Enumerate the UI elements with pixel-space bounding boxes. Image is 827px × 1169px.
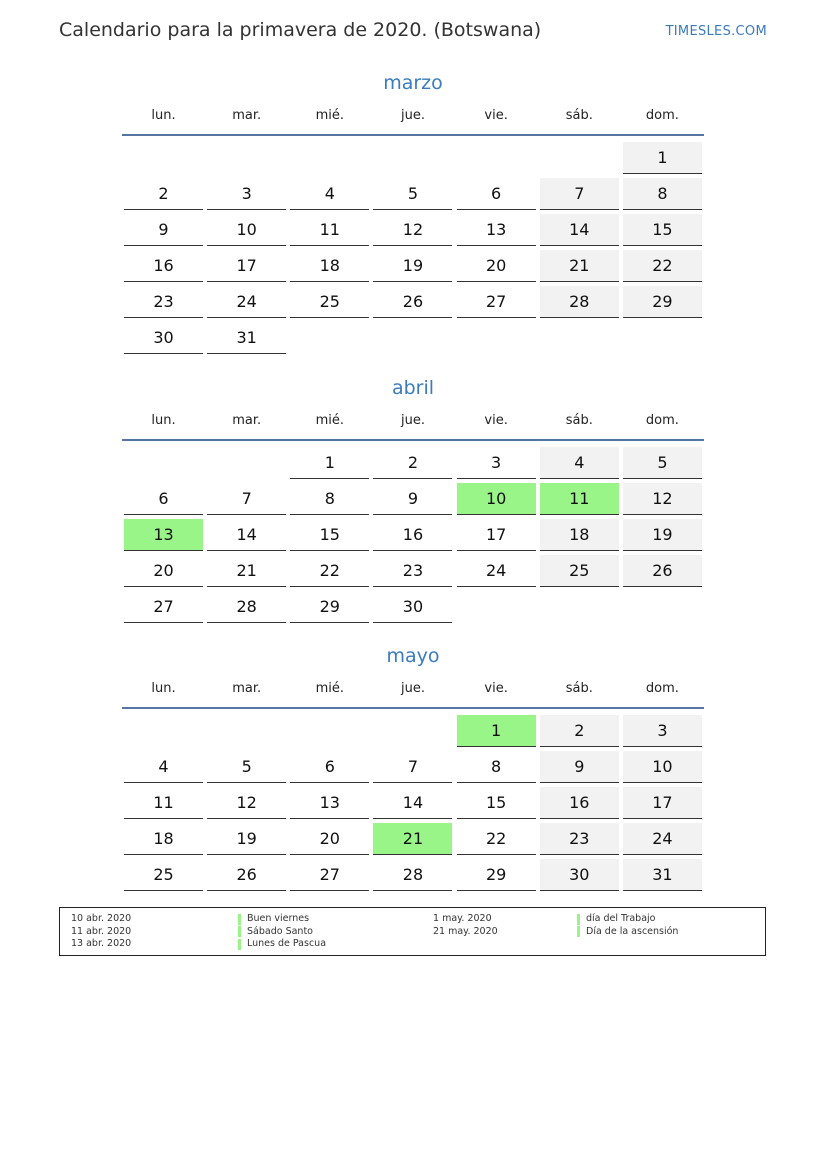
day-cell[interactable]: 28 (373, 859, 452, 891)
day-cell[interactable]: 30 (373, 591, 452, 623)
weekend-day-cell[interactable]: 15 (623, 214, 702, 246)
day-cell[interactable]: 16 (373, 519, 452, 551)
weekday-label: dom. (645, 413, 679, 428)
weekday-label: vie. (484, 108, 508, 123)
weekend-day-cell[interactable]: 17 (623, 787, 702, 819)
day-cell[interactable]: 5 (373, 178, 452, 210)
weekend-day-cell[interactable]: 29 (623, 286, 702, 318)
day-cell[interactable]: 13 (290, 787, 369, 819)
holiday-legend (59, 907, 766, 956)
site-brand-link[interactable]: TIMESLES.COM (665, 24, 767, 39)
day-cell[interactable]: 11 (290, 214, 369, 246)
holiday-day-cell[interactable]: 10 (457, 483, 536, 515)
holiday-color-marker (238, 914, 241, 925)
weekday-header (122, 106, 704, 136)
weekend-day-cell[interactable]: 7 (540, 178, 619, 210)
day-cell[interactable]: 18 (290, 250, 369, 282)
weekday-label: jue. (400, 681, 425, 696)
weekend-day-cell[interactable]: 21 (540, 250, 619, 282)
weekday-header (122, 679, 704, 709)
month-may (122, 643, 704, 895)
weekday-label: sáb. (565, 108, 593, 123)
weekend-day-cell[interactable]: 23 (540, 823, 619, 855)
day-cell[interactable]: 11 (124, 787, 203, 819)
weekday-label: vie. (484, 681, 508, 696)
week-row (122, 322, 704, 358)
legend-holiday (577, 926, 678, 939)
empty-day-cell (290, 322, 369, 353)
day-cell[interactable]: 12 (207, 787, 286, 819)
day-cell[interactable]: 3 (457, 447, 536, 479)
weekday-label: mar. (232, 413, 262, 428)
week-row (122, 519, 704, 555)
day-cell[interactable]: 6 (124, 483, 203, 515)
empty-day-cell (540, 142, 619, 173)
day-cell[interactable]: 10 (207, 214, 286, 246)
day-cell[interactable]: 20 (457, 250, 536, 282)
holiday-day-cell[interactable]: 21 (373, 823, 452, 855)
weekend-day-cell[interactable]: 30 (540, 859, 619, 891)
day-cell[interactable]: 5 (207, 751, 286, 783)
week-row (122, 859, 704, 895)
week-row (122, 555, 704, 591)
day-cell[interactable]: 4 (290, 178, 369, 210)
weekend-day-cell[interactable]: 14 (540, 214, 619, 246)
empty-day-cell (124, 142, 203, 173)
holiday-day-cell[interactable]: 11 (540, 483, 619, 515)
holiday-color-marker (577, 926, 580, 937)
weekend-day-cell[interactable]: 31 (623, 859, 702, 891)
week-grid (122, 142, 704, 358)
empty-day-cell (207, 142, 286, 173)
legend-holiday-name: Buen viernes (247, 913, 310, 924)
week-grid (122, 715, 704, 895)
weekday-label: sáb. (565, 413, 593, 428)
weekday-label: sáb. (565, 681, 593, 696)
day-cell[interactable]: 27 (457, 286, 536, 318)
day-cell[interactable]: 27 (124, 591, 203, 623)
day-cell[interactable]: 7 (373, 751, 452, 783)
day-cell[interactable]: 7 (207, 483, 286, 515)
day-cell[interactable]: 12 (373, 214, 452, 246)
legend-holiday (238, 926, 326, 939)
day-cell[interactable]: 13 (457, 214, 536, 246)
day-cell[interactable]: 2 (373, 447, 452, 479)
day-cell[interactable]: 15 (457, 787, 536, 819)
legend-dates-right (433, 913, 498, 938)
empty-day-cell (540, 591, 619, 622)
day-cell[interactable]: 26 (207, 859, 286, 891)
week-grid (122, 447, 704, 627)
legend-date: 13 abr. 2020 (71, 938, 132, 949)
day-cell[interactable]: 6 (290, 751, 369, 783)
legend-holiday (238, 913, 326, 926)
legend-date: 10 abr. 2020 (71, 913, 132, 924)
empty-day-cell (290, 715, 369, 746)
week-row (122, 214, 704, 250)
holiday-color-marker (577, 914, 580, 925)
empty-day-cell (623, 591, 702, 622)
page-title: Calendario para la primavera de 2020. (Botswana) (59, 19, 542, 41)
day-cell[interactable]: 25 (290, 286, 369, 318)
weekend-day-cell[interactable]: 19 (623, 519, 702, 551)
empty-day-cell (457, 142, 536, 173)
weekend-day-cell[interactable]: 28 (540, 286, 619, 318)
week-row (122, 250, 704, 286)
weekday-label: vie. (484, 413, 508, 428)
empty-day-cell (373, 715, 452, 746)
weekend-day-cell[interactable]: 16 (540, 787, 619, 819)
weekend-day-cell[interactable]: 4 (540, 447, 619, 479)
day-cell[interactable]: 22 (290, 555, 369, 587)
legend-holiday-name: Lunes de Pascua (247, 938, 327, 949)
day-cell[interactable]: 9 (373, 483, 452, 515)
day-cell[interactable]: 28 (207, 591, 286, 623)
day-cell[interactable]: 3 (207, 178, 286, 210)
weekday-label: lun. (151, 108, 176, 123)
weekday-header (122, 411, 704, 441)
weekday-label: lun. (151, 413, 176, 428)
day-cell[interactable]: 30 (124, 322, 203, 354)
weekend-day-cell[interactable]: 8 (623, 178, 702, 210)
week-row (122, 447, 704, 483)
empty-day-cell (207, 447, 286, 478)
holiday-color-marker (238, 939, 241, 950)
weekend-day-cell[interactable]: 10 (623, 751, 702, 783)
weekday-label: jue. (400, 108, 425, 123)
day-cell[interactable]: 14 (207, 519, 286, 551)
month-name: abril (391, 377, 435, 399)
day-cell[interactable]: 8 (290, 483, 369, 515)
weekend-day-cell[interactable]: 22 (623, 250, 702, 282)
weekend-day-cell[interactable]: 26 (623, 555, 702, 587)
empty-day-cell (124, 447, 203, 478)
day-cell[interactable]: 27 (290, 859, 369, 891)
weekday-label: mar. (232, 681, 262, 696)
week-row (122, 787, 704, 823)
weekend-day-cell[interactable]: 5 (623, 447, 702, 479)
day-cell[interactable]: 17 (207, 250, 286, 282)
weekend-day-cell[interactable]: 25 (540, 555, 619, 587)
weekend-day-cell[interactable]: 9 (540, 751, 619, 783)
holiday-day-cell[interactable]: 1 (457, 715, 536, 747)
weekday-label: dom. (645, 681, 679, 696)
holiday-color-marker (238, 926, 241, 937)
legend-date: 1 may. 2020 (433, 913, 492, 924)
day-cell[interactable]: 8 (457, 751, 536, 783)
weekend-day-cell[interactable]: 18 (540, 519, 619, 551)
day-cell[interactable]: 19 (207, 823, 286, 855)
legend-holiday (238, 938, 326, 951)
weekday-label: mié. (315, 681, 345, 696)
day-cell[interactable]: 18 (124, 823, 203, 855)
day-cell[interactable]: 16 (124, 250, 203, 282)
empty-day-cell (290, 142, 369, 173)
week-row (122, 751, 704, 787)
day-cell[interactable]: 20 (290, 823, 369, 855)
day-cell[interactable]: 26 (373, 286, 452, 318)
empty-day-cell (457, 322, 536, 353)
empty-day-cell (623, 322, 702, 353)
week-row (122, 142, 704, 178)
month-name: marzo (383, 72, 443, 94)
day-cell[interactable]: 24 (207, 286, 286, 318)
weekend-day-cell[interactable]: 24 (623, 823, 702, 855)
day-cell[interactable]: 1 (290, 447, 369, 479)
weekend-day-cell[interactable]: 12 (623, 483, 702, 515)
week-row (122, 591, 704, 627)
weekday-label: mié. (315, 413, 345, 428)
month-march (122, 70, 704, 358)
day-cell[interactable]: 21 (207, 555, 286, 587)
legend-date: 21 may. 2020 (433, 925, 498, 937)
legend-holiday-name: día del Trabajo (586, 913, 656, 924)
month-name: mayo (386, 645, 440, 667)
weekend-day-cell[interactable]: 1 (623, 142, 702, 174)
day-cell[interactable]: 31 (207, 322, 286, 354)
weekday-label: dom. (645, 108, 679, 123)
empty-day-cell (373, 142, 452, 173)
day-cell[interactable]: 19 (373, 250, 452, 282)
day-cell[interactable]: 15 (290, 519, 369, 551)
weekday-label: mié. (315, 108, 345, 123)
legend-holiday (577, 913, 678, 926)
day-cell[interactable]: 25 (124, 859, 203, 891)
week-row (122, 823, 704, 859)
week-row (122, 286, 704, 322)
legend-dates-left (71, 913, 131, 951)
weekday-label: lun. (151, 681, 176, 696)
day-cell[interactable]: 6 (457, 178, 536, 210)
legend-holiday-name: Sábado Santo (247, 925, 313, 937)
weekend-day-cell[interactable]: 2 (540, 715, 619, 747)
empty-day-cell (124, 715, 203, 746)
day-cell[interactable]: 23 (373, 555, 452, 587)
day-cell[interactable]: 20 (124, 555, 203, 587)
week-row (122, 178, 704, 214)
empty-day-cell (373, 322, 452, 353)
legend-holiday-name: Día de la ascensión (586, 925, 679, 937)
empty-day-cell (540, 322, 619, 353)
empty-day-cell (457, 591, 536, 622)
day-cell[interactable]: 17 (457, 519, 536, 551)
day-cell[interactable]: 23 (124, 286, 203, 318)
month-april (122, 375, 704, 627)
week-row (122, 715, 704, 751)
weekend-day-cell[interactable]: 3 (623, 715, 702, 747)
legend-names-left (238, 913, 326, 951)
weekday-label: mar. (232, 108, 262, 123)
day-cell[interactable]: 24 (457, 555, 536, 587)
holiday-day-cell[interactable]: 13 (124, 519, 203, 551)
day-cell[interactable]: 2 (124, 178, 203, 210)
day-cell[interactable]: 14 (373, 787, 452, 819)
weekday-label: jue. (400, 413, 425, 428)
day-cell[interactable]: 4 (124, 751, 203, 783)
day-cell[interactable]: 29 (457, 859, 536, 891)
week-row (122, 483, 704, 519)
day-cell[interactable]: 22 (457, 823, 536, 855)
legend-date: 11 abr. 2020 (71, 925, 132, 937)
legend-names-right (577, 913, 678, 938)
day-cell[interactable]: 29 (290, 591, 369, 623)
day-cell[interactable]: 9 (124, 214, 203, 246)
empty-day-cell (207, 715, 286, 746)
